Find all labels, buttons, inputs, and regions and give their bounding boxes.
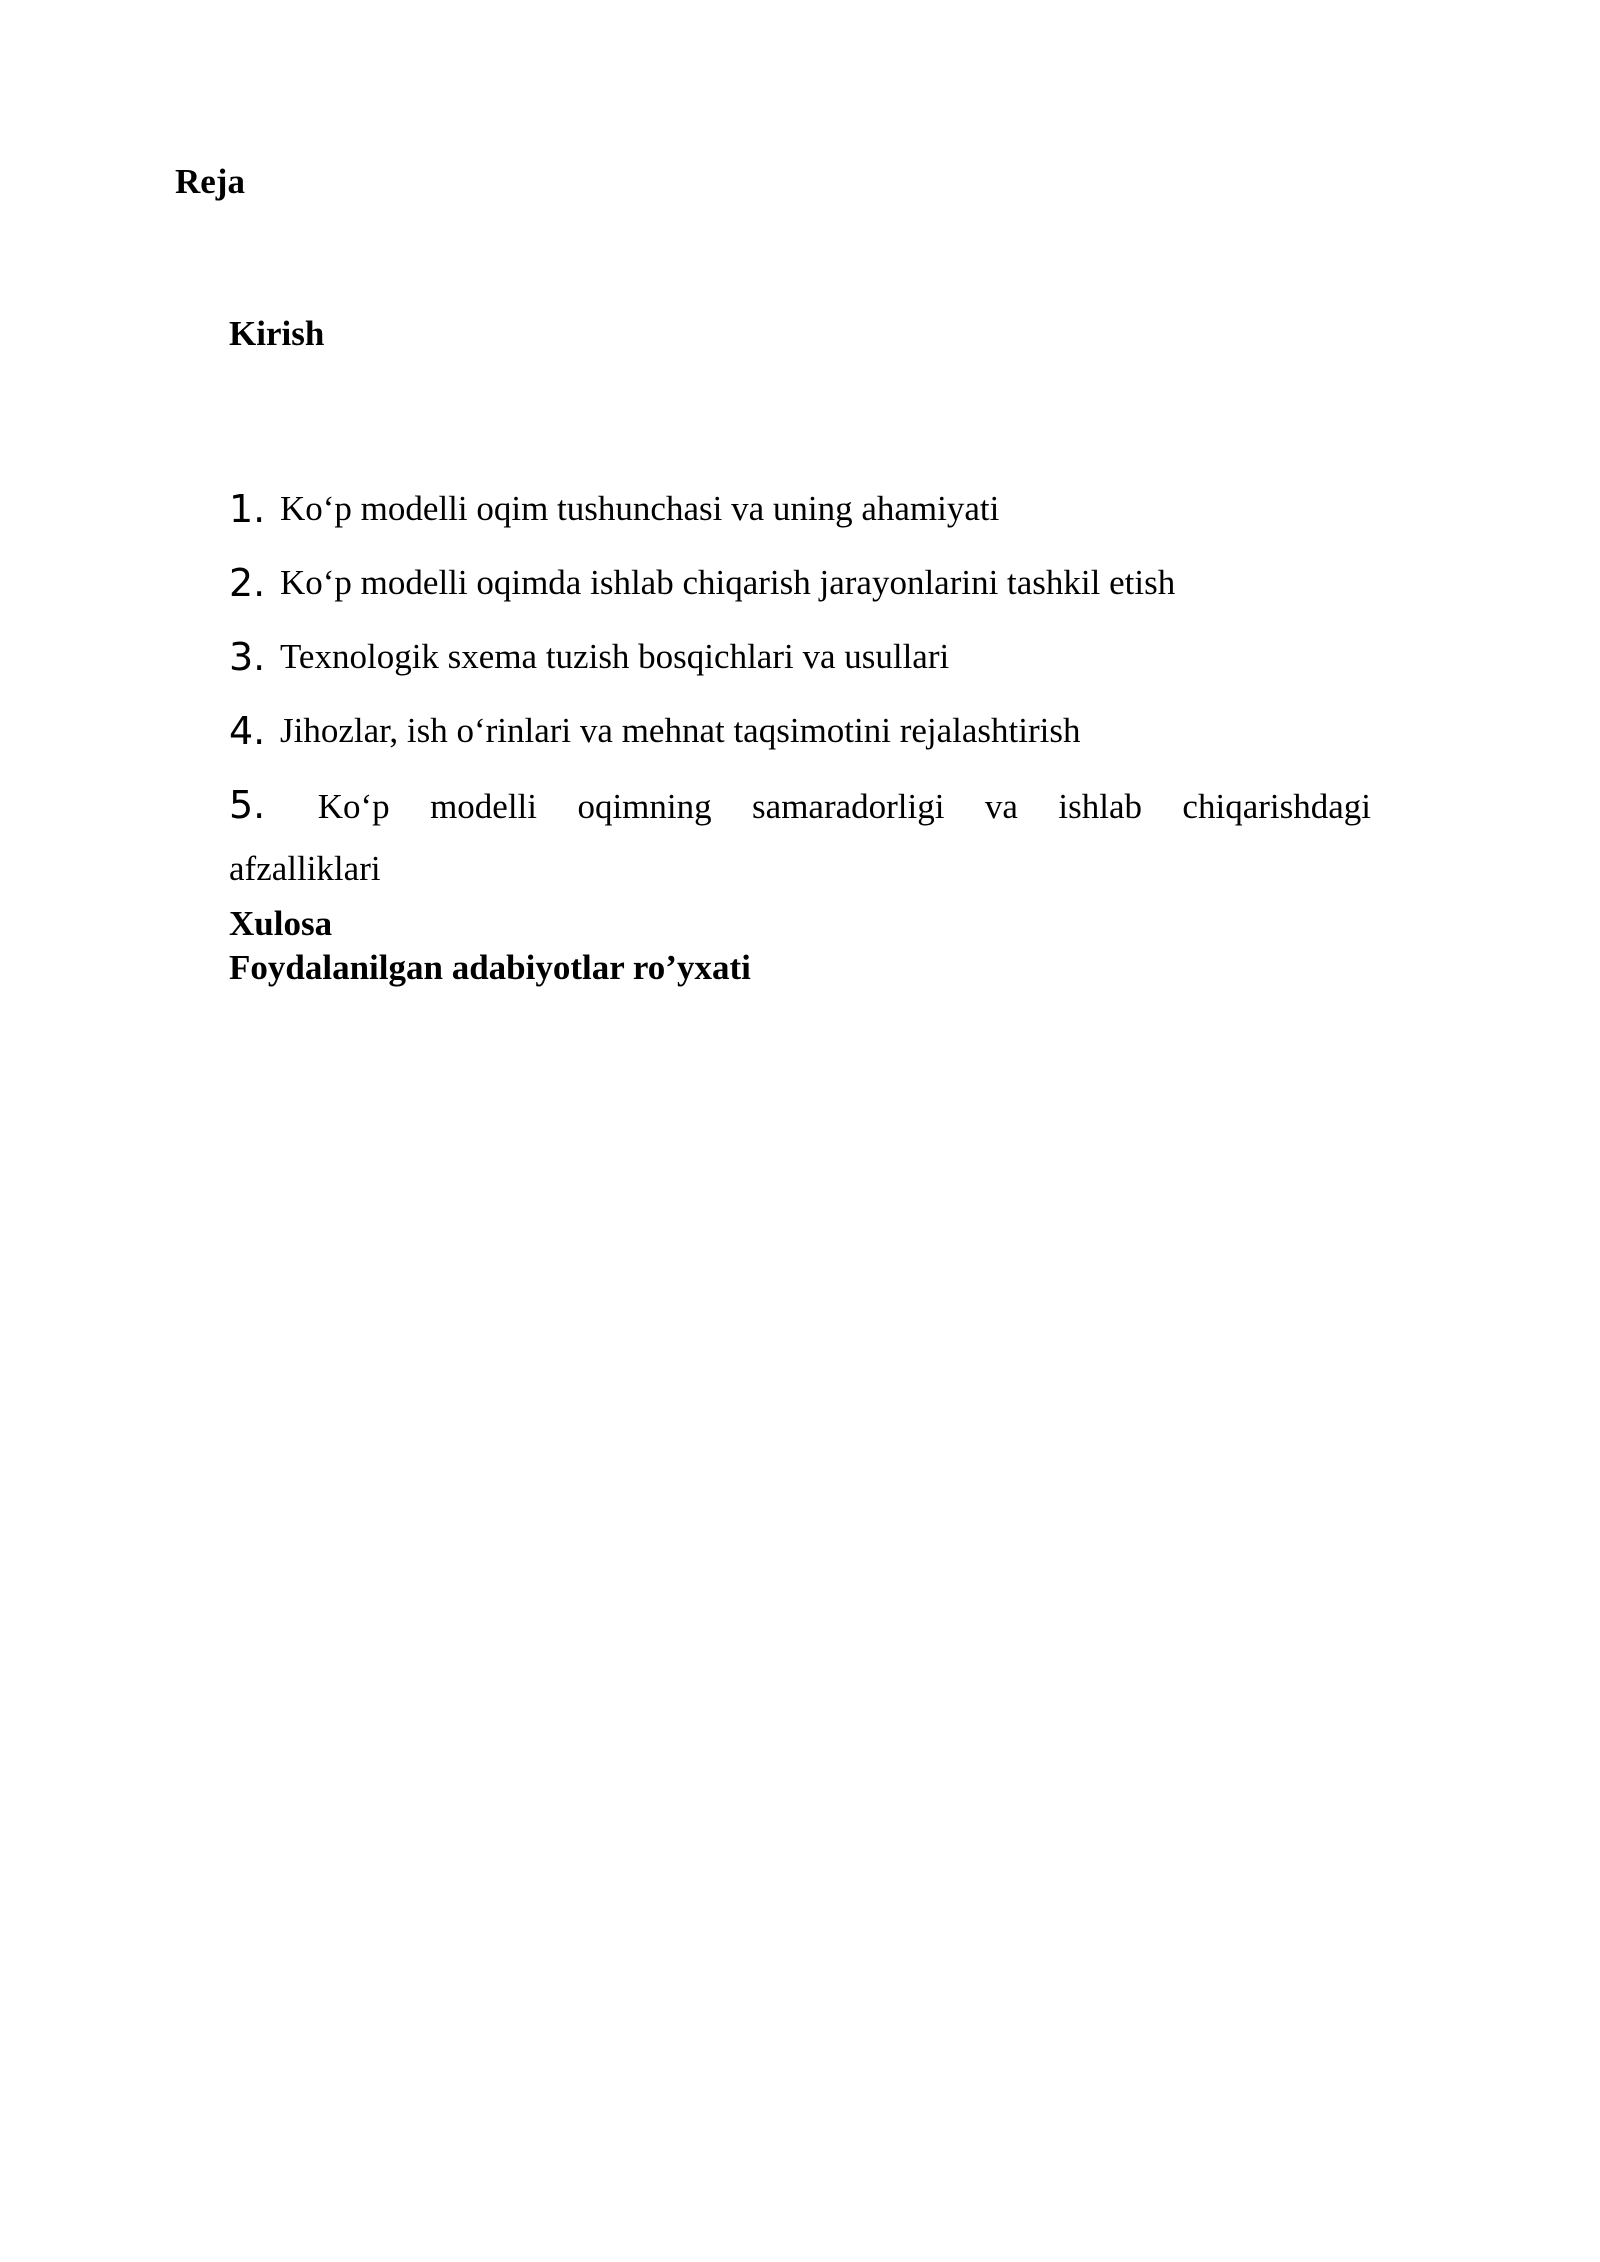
literature-heading: Foydalanilgan adabiyotlar ro’yxati [229, 948, 751, 987]
plan-item-number: 5. [229, 783, 266, 827]
plan-item [229, 774, 1371, 900]
plan-item-text: Ko‘p modelli oqimning samaradorligi va ishlab chiqarishdagi [317, 787, 1371, 826]
plan-item-number: 3. [229, 635, 266, 679]
conclusion-heading: Xulosa [229, 904, 333, 943]
plan-item [229, 700, 1371, 762]
plan-item-text: Texnologik sxema tuzish bosqichlari va usullari [280, 637, 950, 676]
plan-item [229, 478, 1371, 540]
plan-item [229, 626, 1371, 688]
plan-item-text: Ko‘p modelli oqimda ishlab chiqarish jarayonlarini tashkil etish [280, 563, 1176, 602]
plan-list [229, 478, 1371, 900]
plan-item-first-line [229, 774, 1371, 838]
plan-item-number: 4. [229, 709, 266, 753]
plan-item-number: 1. [229, 487, 266, 531]
plan-item-number: 2. [229, 561, 266, 605]
plan-item-text: Jihozlar, ish o‘rinlari va mehnat taqsimotini rejalashtirish [280, 711, 1081, 750]
page-title: Reja [175, 162, 245, 201]
plan-item [229, 552, 1371, 614]
plan-item-text: Ko‘p modelli oqim tushunchasi va uning ahamiyati [280, 489, 1000, 528]
plan-item-continued-text: afzalliklari [229, 849, 381, 888]
intro-heading: Kirish [229, 314, 325, 353]
